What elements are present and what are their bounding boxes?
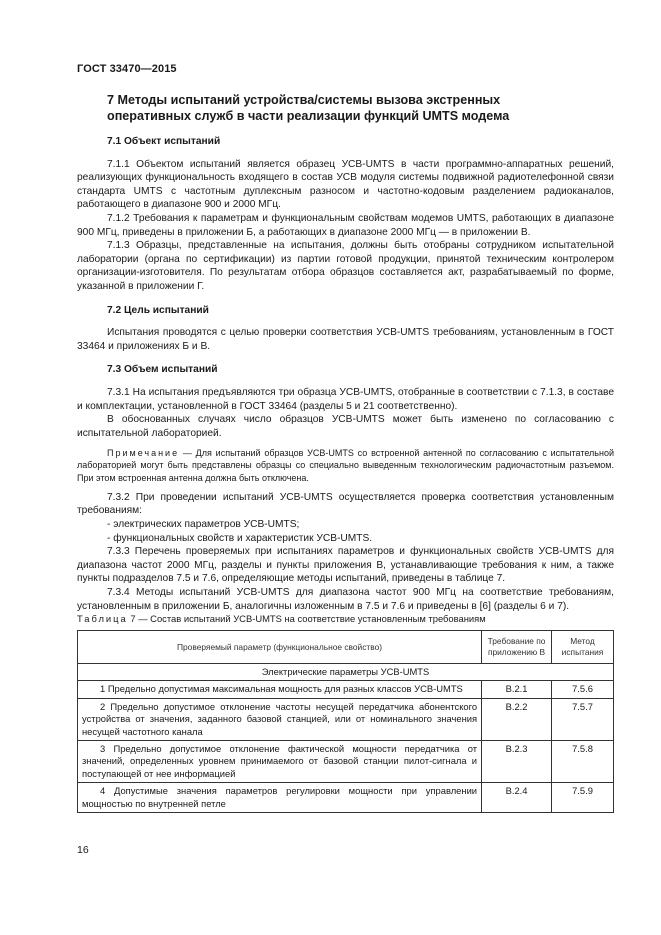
column-header-param: Проверяемый параметр (функциональное свойство)	[78, 631, 482, 664]
note	[77, 447, 614, 484]
table-header-row	[78, 631, 614, 664]
note-label: Примечание	[107, 448, 180, 459]
paragraph-7-3-1: 7.3.1 На испытания предъявляются три образца УСВ-UMTS, отобранные в соответствии с 7.1.3, в составе и комплектации, установленной в ГОСТ 33464 (разделы 5 и 21 соответственно).	[77, 386, 614, 412]
body-content	[77, 135, 614, 613]
paragraph-7-2: Испытания проводятся с целью проверки соответствия УСВ-UMTS требованиям, установленным в ГОСТ 33464 и приложениях Б и В.	[77, 327, 614, 352]
page-number: 16	[77, 844, 89, 856]
method-cell: 7.5.6	[552, 681, 614, 698]
param-cell: 4 Допустимые значения параметров регулировки мощности при управлении мощностью по внутренней петле	[78, 783, 482, 813]
table-row	[78, 741, 614, 783]
table-row	[78, 698, 614, 740]
note-text: — Для испытаний образцов УСВ-UMTS со встроенной антенной по согласованию с испытательной лабораторией могут быть представлены образцы со специально выведенным технологическим радиочастотным разъемом. При этом встроенная антенна должна быть отключена.	[77, 448, 614, 483]
method-cell: 7.5.9	[552, 783, 614, 813]
table-row	[78, 681, 614, 698]
table-row	[78, 783, 614, 813]
method-cell: 7.5.8	[552, 741, 614, 783]
requirement-cell: В.2.2	[482, 698, 552, 740]
param-cell: 3 Предельно допустимое отклонение фактической мощности передатчика от значений, определенных уровнем принимаемого от базовой станции пилот-сигнала и поступающей от нее информацией	[78, 741, 482, 783]
section-title: 7 Методы испытаний устройства/системы вызова экстренных оперативных служб в части реализации функций UMTS модема	[107, 93, 510, 123]
paragraph-7-1-3: 7.1.3 Образцы, представленные на испытания, должны быть отобраны сотрудником испытательной лаборатории (органа по сертификации) из партии готовой продукции, принятой техническим контролером организации-изготовителя. По результатам отбора образцов составляется акт, разрабатываемый по форме, указанной в приложении Г.	[77, 240, 614, 292]
table-group-row	[78, 664, 614, 681]
subsection-heading-7-3: 7.3 Объем испытаний	[107, 364, 218, 376]
paragraph-7-3-2: 7.3.2 При проведении испытаний УСВ-UMTS осуществляется проверка соответствия установленным требованиям:	[77, 491, 614, 517]
subsection-heading-7-2: 7.2 Цель испытаний	[107, 304, 209, 316]
paragraph-7-3-1-cont: В обоснованных случаях число образцов УСВ-UMTS может быть изменено по согласованию с испытательной лабораторией.	[77, 414, 614, 439]
paragraph-7-3-3: 7.3.3 Перечень проверяемых при испытаниях параметров и функциональных свойств УСВ-UMTS для диапазона частот 2000 МГц, разделы и пункты приложения В, устанавливающие требования к ним, а также пункты подразделов 7.5 и 7.6, определяющие методы испытаний, приведены в таблице 7.	[77, 546, 614, 585]
list-item: - функциональных свойств и характеристик УСВ-UMTS.	[107, 532, 373, 544]
standard-header: ГОСТ 33470—2015	[77, 63, 177, 75]
table-caption-label: Таблица	[77, 613, 128, 624]
paragraph-7-1-1: 7.1.1 Объектом испытаний является образец УСВ-UMTS в части программно-аппаратных решений, реализующих функциональность входящего в состав УСВ модуля системы подвижной радиотелефонной связи стандарта UMTS с частотным дуплексным разносом и частотно-кодовым разделением радиоканалов, работающего в диапазоне 900 и 2000 МГц.	[77, 158, 614, 211]
table-caption	[77, 613, 486, 624]
group-label: Электрические параметры УСВ-UMTS	[78, 664, 614, 681]
column-header-method: Метод испытания	[552, 631, 614, 664]
paragraph-7-3-4: 7.3.4 Методы испытаний УСВ-UMTS для диапазона частот 900 МГц на соответствие требованиям, установленным в приложении Б, аналогичны изложенным в 7.5 и 7.6 и приведены в [6] (разделы 6 и 7).	[77, 587, 614, 612]
list-item: - электрических параметров УСВ-UMTS;	[107, 519, 300, 531]
paragraph-7-1-2: 7.1.2 Требования к параметрам и функциональным свойствам модемов UMTS, работающих в диапазоне 900 МГц, приведены в приложении Б, а работающих в диапазоне 2000 МГц — в приложении В.	[77, 212, 614, 238]
table-caption-text: 7 — Состав испытаний УСВ-UMTS на соответствие установленным требованиям	[127, 613, 486, 624]
requirements-table	[77, 630, 614, 813]
requirement-cell: В.2.3	[482, 741, 552, 783]
requirement-cell: В.2.1	[482, 681, 552, 698]
method-cell: 7.5.7	[552, 698, 614, 740]
subsection-heading-7-1: 7.1 Объект испытаний	[107, 136, 221, 147]
requirement-cell: В.2.4	[482, 783, 552, 813]
param-cell: 2 Предельно допустимое отклонение частоты несущей передатчика абонентского устройства от значения, заданного базовой станцией, или от номинального значения несущей частотного канала	[78, 698, 482, 740]
param-cell: 1 Предельно допустимая максимальная мощность для разных классов УСВ-UMTS	[78, 681, 482, 698]
column-header-requirement: Требование по приложению В	[482, 631, 552, 664]
